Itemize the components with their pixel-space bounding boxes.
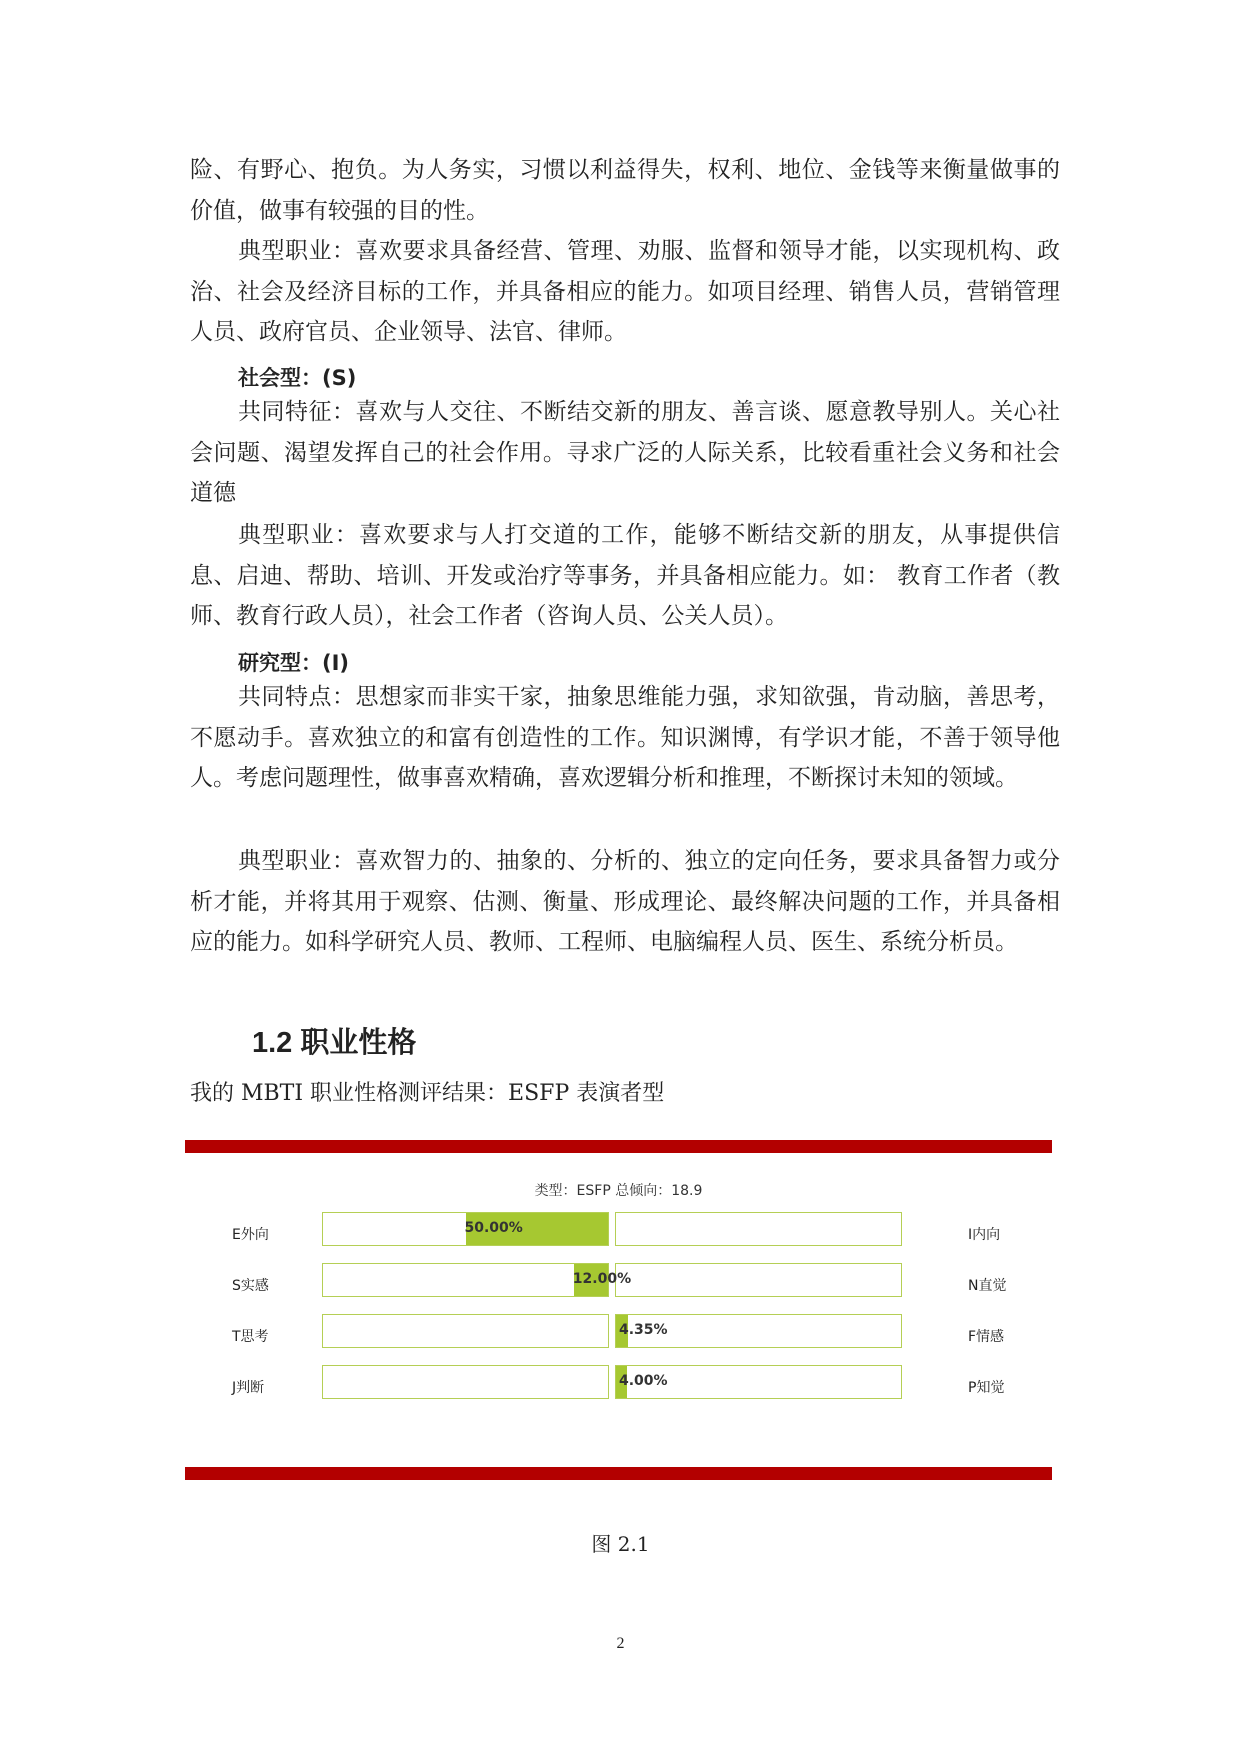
right-bar-track xyxy=(615,1212,902,1246)
left-dimension-label: S实感 xyxy=(232,1278,269,1294)
left-dimension-label: T思考 xyxy=(232,1329,269,1345)
paragraph-1: 险、有野心、抱负。为人务实，习惯以利益得失，权利、地位、金钱等来衡量做事的价值，做事有较强的目的性。 xyxy=(190,157,1060,224)
chart-bottom-rule xyxy=(185,1467,1052,1480)
chart-row xyxy=(0,1314,1241,1354)
section-heading: 1.2 职业性格 xyxy=(252,1027,417,1059)
paragraph-2: 典型职业：喜欢要求具备经营、管理、劝服、监督和领导才能，以实现机构、政治、社会及经济目标的工作，并具备相应的能力。如项目经理、销售人员，营销管理人员、政府官员、企业领导、法官、律师。 xyxy=(190,238,1060,345)
chart-row xyxy=(0,1365,1241,1405)
left-dimension-label: E外向 xyxy=(232,1227,269,1243)
left-bar-track xyxy=(322,1365,609,1399)
page-number: 2 xyxy=(616,1635,625,1652)
heading-investigative: 研究型：(I) xyxy=(238,651,350,675)
chart-title: 类型：ESFP 总倾向：18.9 xyxy=(534,1183,703,1199)
paragraph-5: 共同特点：思想家而非实干家，抽象思维能力强，求知欲强，肯动脑，善思考，不愿动手。喜欢独立的和富有创造性的工作。知识渊博，有学识才能，不善于领导他人。考虑问题理性，做事喜欢精确，喜欢逻辑分析和推理，不断探讨未知的领域。 xyxy=(190,684,1060,791)
right-dimension-label: P知觉 xyxy=(968,1380,1005,1396)
right-dimension-label: I内向 xyxy=(968,1227,1001,1243)
right-dimension-label: F情感 xyxy=(968,1329,1005,1345)
left-dimension-label: J判断 xyxy=(232,1380,265,1396)
paragraph-3: 共同特征：喜欢与人交往、不断结交新的朋友、善言谈、愿意教导别人。关心社会问题、渴望发挥自己的社会作用。寻求广泛的人际关系，比较看重社会义务和社会道德 xyxy=(190,399,1060,506)
bar-value-label: 50.00% xyxy=(464,1220,523,1236)
bar-value-label: 4.00% xyxy=(619,1373,668,1389)
mbti-result-line: 我的 MBTI 职业性格测评结果：ESFP 表演者型 xyxy=(190,1081,665,1106)
bar-value-label: 12.00% xyxy=(572,1271,632,1287)
right-bar-track xyxy=(615,1263,902,1297)
paragraph-6: 典型职业：喜欢智力的、抽象的、分析的、独立的定向任务，要求具备智力或分析才能，并将其用于观察、估测、衡量、形成理论、最终解决问题的工作，并具备相应的能力。如科学研究人员、教师、工程师、电脑编程人员、医生、系统分析员。 xyxy=(190,848,1060,955)
chart-row xyxy=(0,1263,1241,1303)
left-bar-track xyxy=(322,1314,609,1348)
figure-caption: 图 2.1 xyxy=(591,1532,650,1556)
chart-top-rule xyxy=(185,1140,1052,1153)
paragraph-4: 典型职业：喜欢要求与人打交道的工作，能够不断结交新的朋友，从事提供信息、启迪、帮助、培训、开发或治疗等事务，并具备相应能力。如： 教育工作者（教师、教育行政人员），社会工作者（咨询人员、公关人员）。 xyxy=(190,522,1060,629)
right-dimension-label: N直觉 xyxy=(968,1278,1007,1294)
chart-row xyxy=(0,1212,1241,1252)
heading-social: 社会型：(S) xyxy=(238,366,357,390)
bar-value-label: 4.35% xyxy=(619,1322,668,1338)
left-bar-track xyxy=(322,1263,609,1297)
